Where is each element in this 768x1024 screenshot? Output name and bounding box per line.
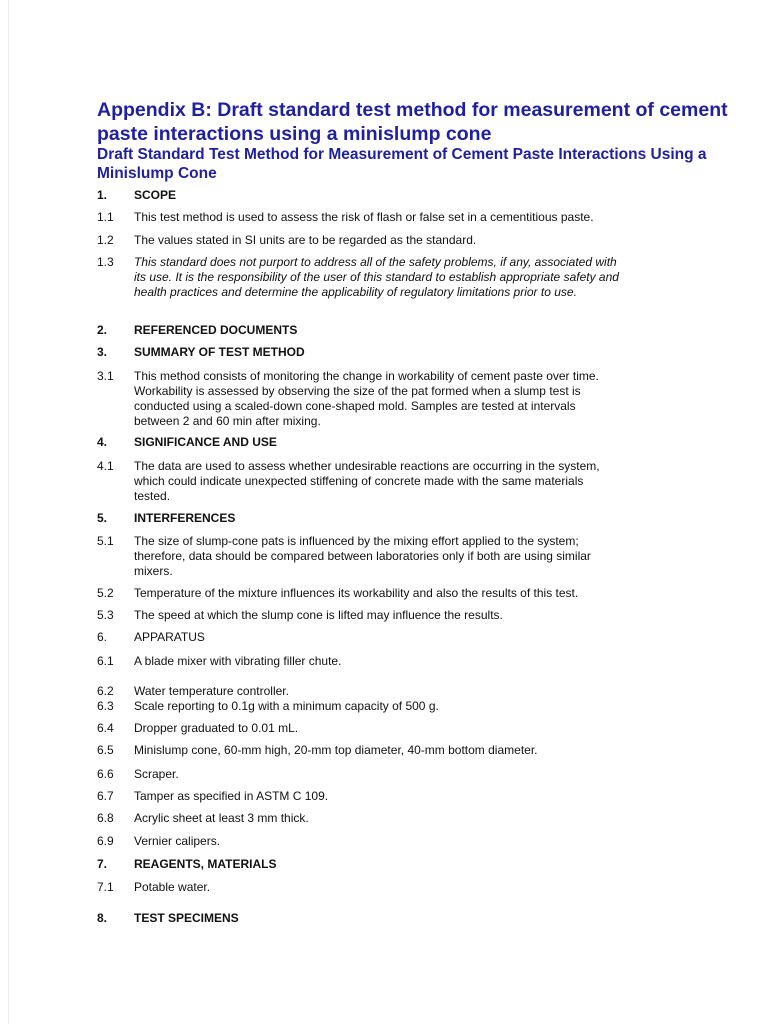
clause-number: 6.2 [97, 684, 114, 698]
section-number: 5. [97, 511, 108, 525]
clause-number: 5.2 [97, 586, 114, 600]
clause-number: 3.1 [97, 369, 114, 383]
clause-text: Minislump cone, 60-mm high, 20-mm top diameter, 40-mm bottom diameter. [134, 743, 538, 757]
section-number: 7. [97, 857, 108, 871]
clause-number: 6.7 [97, 789, 114, 803]
section-number: 8. [97, 911, 108, 925]
clause-number: 5.3 [97, 608, 114, 622]
clause-text: Temperature of the mixture influences its workability and also the results of this test. [134, 586, 579, 600]
clause-number: 1.1 [97, 210, 114, 224]
clause-text: Dropper graduated to 0.01 mL. [134, 721, 299, 735]
clause-number: 6.8 [97, 811, 114, 825]
clause-text: Potable water. [134, 880, 211, 894]
clause-text: Scraper. [134, 767, 179, 781]
clause-text: Acrylic sheet at least 3 mm thick. [134, 811, 309, 825]
clause-number: 5.1 [97, 534, 114, 548]
clause-text: Vernier calipers. [134, 834, 221, 848]
section-number: 2. [97, 323, 108, 337]
clause-text: The values stated in SI units are to be regarded as the standard. [134, 233, 477, 247]
clause-text: The speed at which the slump cone is lifted may influence the results. [134, 608, 503, 622]
clause-number: 6.1 [97, 654, 114, 668]
clause-number: 6.4 [97, 721, 114, 735]
clause-number: 1.3 [97, 255, 114, 269]
clause-number: 7.1 [97, 880, 114, 894]
section-number: 4. [97, 435, 108, 449]
clause-number: 6.9 [97, 834, 114, 848]
clause-number: 6.6 [97, 767, 114, 781]
clause-number: 6.5 [97, 743, 114, 757]
clause-text: This standard does not purport to address all of the safety problems, if any, associated with its use. It is the responsibility of the user of this standard to establish appropriate safety and health practices and determine the applicability of regulatory limitations prior to use. [134, 255, 619, 299]
clause-number: 1.2 [97, 233, 114, 247]
section-heading: SUMMARY OF TEST METHOD [134, 345, 305, 359]
section-heading: REFERENCED DOCUMENTS [134, 323, 298, 337]
section-heading: SCOPE [134, 188, 177, 202]
clause-number: 4.1 [97, 459, 114, 473]
section-heading: INTERFERENCES [134, 511, 236, 525]
section-heading: REAGENTS, MATERIALS [134, 857, 277, 871]
section-heading: TEST SPECIMENS [134, 911, 239, 925]
clause-number: 6.3 [97, 699, 114, 713]
section-number: 3. [97, 345, 108, 359]
section-number: 6. [97, 630, 108, 644]
document-subtitle: Draft Standard Test Method for Measurement of Cement Paste Interactions Using a Minislump Cone [97, 146, 707, 182]
clause-text: Water temperature controller. [134, 684, 289, 698]
page-edge [8, 0, 9, 1024]
section-heading: SIGNIFICANCE AND USE [134, 435, 277, 449]
clause-text: Scale reporting to 0.1g with a minimum capacity of 500 g. [134, 699, 439, 713]
clause-text: The data are used to assess whether undesirable reactions are occurring in the system, which could indicate unexpected stiffening of concrete made with the same materials tested. [134, 459, 600, 503]
section-heading: APPARATUS [134, 630, 205, 644]
section-number: 1. [97, 188, 108, 202]
appendix-title: Appendix B: Draft standard test method for measurement of cement paste interactions using a minislump cone [97, 99, 728, 145]
clause-text: A blade mixer with vibrating filler chute. [134, 654, 342, 668]
clause-text: This method consists of monitoring the change in workability of cement paste over time. Workability is assessed by observing the size of the pat formed when a slump test is conducted using a scaled-down cone-shaped mold. Samples are tested at intervals between 2 and 60 min after mixing. [134, 369, 599, 428]
clause-text: Tamper as specified in ASTM C 109. [134, 789, 329, 803]
clause-text: This test method is used to assess the risk of flash or false set in a cementitious paste. [134, 210, 594, 224]
clause-text: The size of slump-cone pats is influenced by the mixing effort applied to the system; therefore, data should be compared between laboratories only if both are using similar mixers. [134, 534, 591, 578]
